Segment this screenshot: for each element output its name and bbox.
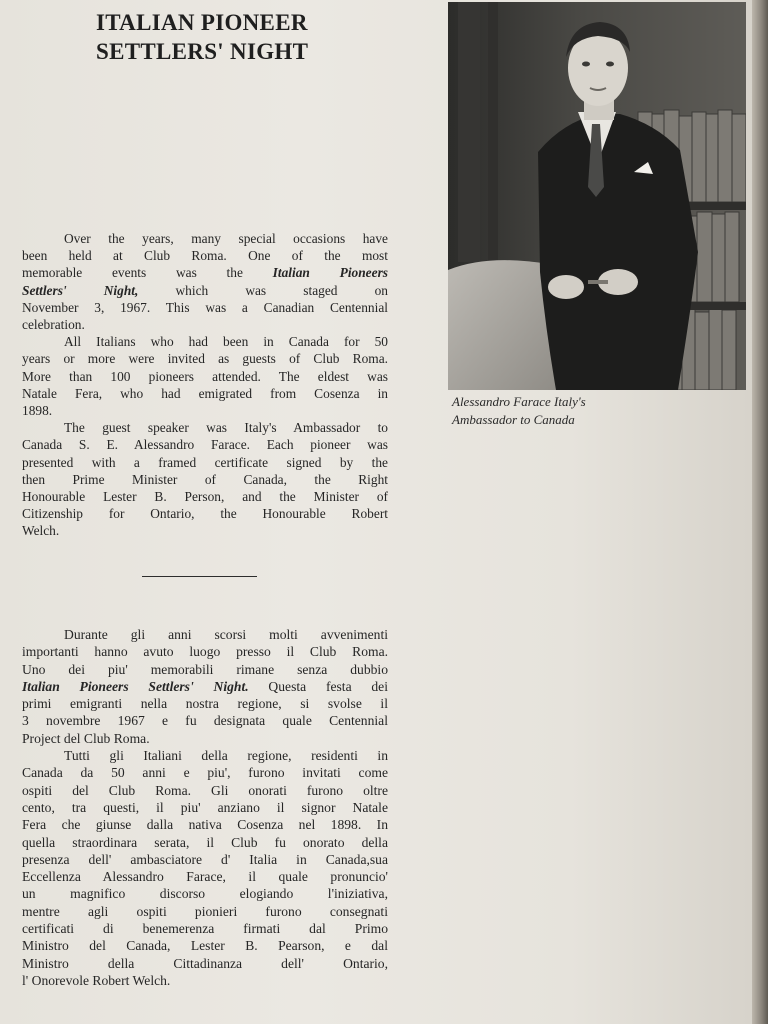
- italian-text: [22, 626, 388, 989]
- text-line: Over the years, many special occasions have: [64, 231, 388, 246]
- text-line: Natale Fera, who had emigrated from Cosenza in: [22, 385, 388, 401]
- text-line: November 3, 1967. This was a Canadian Centennial: [22, 299, 388, 315]
- event-name-emphasis: Italian Pioneers Settlers' Night.: [22, 678, 249, 694]
- text-line: More than 100 pioneers attended. The eldest was: [22, 368, 388, 384]
- text-line: presenza dell' ambasciatore d' Italia in Canada,sua: [22, 851, 388, 867]
- event-name-emphasis: Italian Pioneers: [272, 265, 388, 281]
- text-line: importanti hanno avuto luogo presso il Club Roma.: [22, 644, 388, 660]
- paragraph: [22, 626, 388, 747]
- text-line: [22, 282, 388, 299]
- text-line: The guest speaker was Italy's Ambassador to: [64, 420, 388, 436]
- text-line: Tutti gli Italiani della regione, residenti in: [64, 748, 388, 764]
- text-line: Eccellenza Alessandro Farace, il quale pronuncio': [22, 869, 388, 885]
- text-line: Ministro del Canada, Lester B. Pearson, e dal: [22, 938, 388, 954]
- text-span: memorable events was the: [22, 265, 273, 281]
- text-line: Welch.: [22, 523, 60, 539]
- paragraph: [22, 333, 388, 419]
- caption-line: Ambassador to Canada: [452, 412, 575, 427]
- text-line: Citizenship for Ontario, the Honourable Robert: [22, 506, 388, 522]
- book-spine-edge: [752, 0, 768, 1024]
- text-line: Canada da 50 anni e piu', furono invitati come: [22, 765, 388, 781]
- text-line: All Italians who had been in Canada for 50: [64, 334, 388, 350]
- photo-caption: [452, 393, 692, 429]
- text-line: primi emigranti nella nostra regione, si svolse il: [22, 696, 388, 712]
- event-name-emphasis: Settlers' Night,: [22, 282, 139, 298]
- paragraph: [22, 230, 388, 333]
- text-line: Project del Club Roma.: [22, 730, 150, 746]
- ambassador-photo: [448, 2, 746, 390]
- caption-line: Alessandro Farace Italy's: [452, 394, 586, 409]
- text-line: 1898.: [22, 403, 53, 419]
- text-span: which was staged on: [138, 282, 388, 298]
- text-line: Uno dei piu' memorabili rimane senza dubbio: [22, 661, 388, 677]
- text-line: cento, tra questi, il piu' anziano il signor Natale: [22, 799, 388, 815]
- text-line: ospiti del Club Roma. Gli onorati furono oltre: [22, 782, 388, 798]
- text-line: 3 novembre 1967 e fu designata quale Centennial: [22, 713, 388, 729]
- text-line: mentre agli ospiti pionieri furono consegnati: [22, 903, 388, 919]
- text-line: been held at Club Roma. One of the most: [22, 248, 388, 264]
- page-title: [96, 8, 308, 66]
- text-line: Durante gli anni scorsi molti avvenimenti: [64, 627, 388, 642]
- text-line: Honourable Lester B. Person, and the Minister of: [22, 489, 388, 505]
- text-line: certificati di benemerenza firmati dal Primo: [22, 921, 388, 937]
- text-line: then Prime Minister of Canada, the Right: [22, 471, 388, 487]
- english-text: [22, 230, 388, 540]
- text-line: un magnifico discorso elogiando l'iniziativa,: [22, 886, 388, 902]
- text-line: l' Onorevole Robert Welch.: [22, 972, 171, 988]
- text-line: [22, 264, 388, 281]
- text-line: [22, 678, 388, 695]
- text-line: Ministro della Cittadinanza dell' Ontario,: [22, 955, 388, 971]
- text-line: quella straordinara serata, il Club fu onorato della: [22, 834, 388, 850]
- text-line: Canada S. E. Alessandro Farace. Each pioneer was: [22, 437, 388, 453]
- text-span: Questa festa dei: [248, 678, 388, 694]
- title-line: ITALIAN PIONEER: [96, 10, 308, 35]
- paragraph: [22, 419, 388, 539]
- text-line: celebration.: [22, 317, 85, 333]
- text-line: presented with a framed certificate signed by the: [22, 454, 388, 470]
- paragraph: [22, 747, 388, 989]
- title-line: SETTLERS' NIGHT: [96, 39, 309, 64]
- section-divider: [142, 576, 257, 577]
- text-line: years or more were invited as guests of Club Roma.: [22, 351, 388, 367]
- portrait-photo-icon: [448, 2, 746, 390]
- text-line: Fera che giunse dalla nativa Cosenza nel 1898. In: [22, 817, 388, 833]
